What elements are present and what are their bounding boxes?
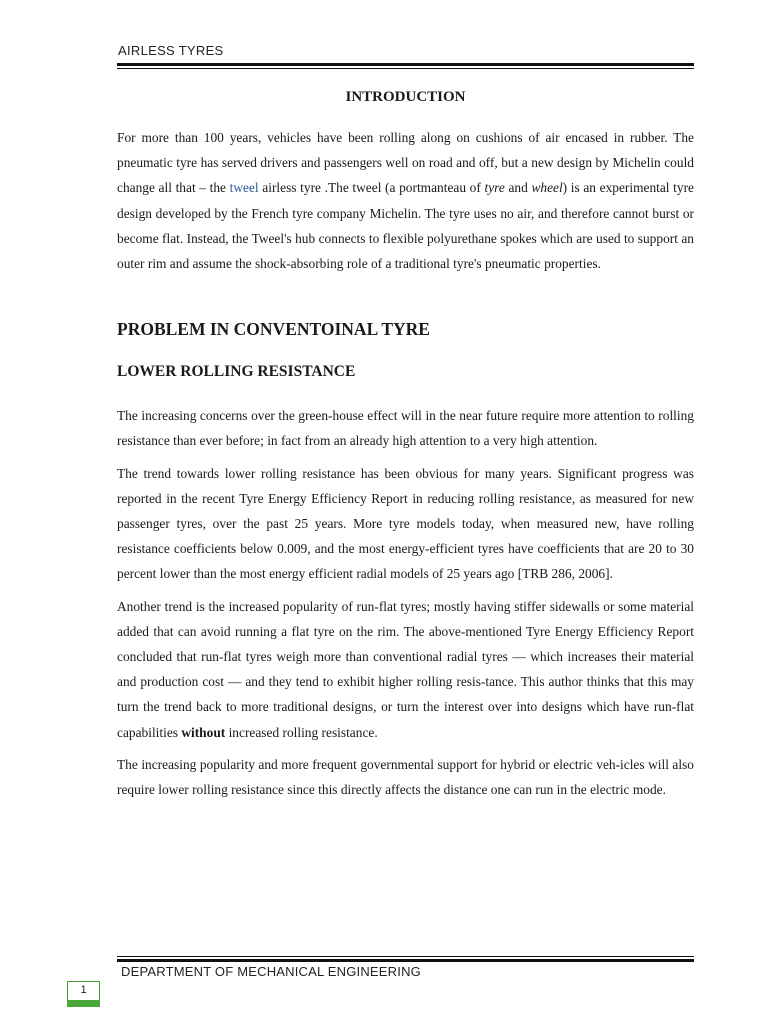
italic-wheel: wheel: [531, 180, 563, 196]
paragraph-green-house: The increasing concerns over the green-house effect will in the near future require more attention to rolling resistance than ever before; in fact from an already high attention to a very high attention.: [117, 408, 694, 449]
rolling-resistance-subheading: LOWER ROLLING RESISTANCE: [117, 363, 356, 381]
intro-text-and: and: [504, 180, 532, 196]
page-number-accent-bar: [67, 1000, 100, 1007]
page-number: 1: [80, 984, 87, 996]
paragraph-trend: The trend towards lower rolling resistance has been obvious for many years. Significant progress was reported in the recent Tyre Energy Efficiency Report in reducing rolling resistance, as measured for new passenger tyres, over the past 25 years. More tyre models today, when measured new, have rolling resistance coefficients below 0.009, and the most energy-efficient tyres have coefficients that are 20 to 30 percent lower than the most energy efficient radial models of 25 years ago [TRB 286, 2006].: [117, 465, 694, 582]
footer-rule-thick: [117, 959, 694, 962]
paragraph-run-flat: [117, 594, 694, 745]
header-rule-thick: [117, 63, 694, 66]
run-flat-text-1: Another trend is the increased popularity of run-flat tyres; mostly having stiffer sidewalls or some material added that can avoid running a flat tyre on the rim. The above-mentioned Tyre Energy Efficiency Report concluded that run-flat tyres weigh more than conventional radial tyres — which increases their material and production cost — and they tend to exhibit higher rolling resis-tance. This author thinks that this may turn the trend back to more traditional designs, or turn the interest over into designs which have run-flat capabilities: [117, 598, 694, 740]
footer-department: DEPARTMENT OF MECHANICAL ENGINEERING: [121, 964, 421, 979]
intro-text-2: airless tyre .The tweel (a portmanteau of: [258, 180, 485, 196]
intro-text-3: ) is an experimental tyre design developed by the French tyre company Michelin. The tyre uses no air, and therefore cannot burst or become flat. Instead, the Tweel's hub connects to flexible polyurethane spokes which are used to support an outer rim and assume the shock-absorbing role of a traditional tyre's pneumatic properties.: [117, 180, 694, 272]
introduction-paragraph: [117, 125, 694, 276]
introduction-heading: INTRODUCTION: [345, 89, 466, 105]
italic-tyre: tyre: [484, 180, 505, 196]
paragraph-hybrid: The increasing popularity and more frequent governmental support for hybrid or electric veh-icles will also require lower rolling resistance since this directly affects the distance one can run in the electric mode.: [117, 756, 694, 798]
run-flat-text-2: increased rolling resistance.: [225, 724, 378, 740]
tweel-link[interactable]: tweel: [229, 180, 259, 196]
problem-section-heading: PROBLEM IN CONVENTOINAL TYRE: [117, 319, 430, 340]
bold-without: without: [181, 724, 226, 740]
footer-rule-thin: [117, 956, 694, 957]
page-body: [117, 86, 694, 802]
header-rule-thin: [117, 68, 694, 69]
intro-text-1: For more than 100 years, vehicles have been rolling along on cushions of air encased in rubber. The pneumatic tyre has served drivers and passengers well on road and off, but a new design by Michelin could change all that – the: [117, 130, 694, 196]
running-header-title: AIRLESS TYRES: [118, 43, 224, 58]
